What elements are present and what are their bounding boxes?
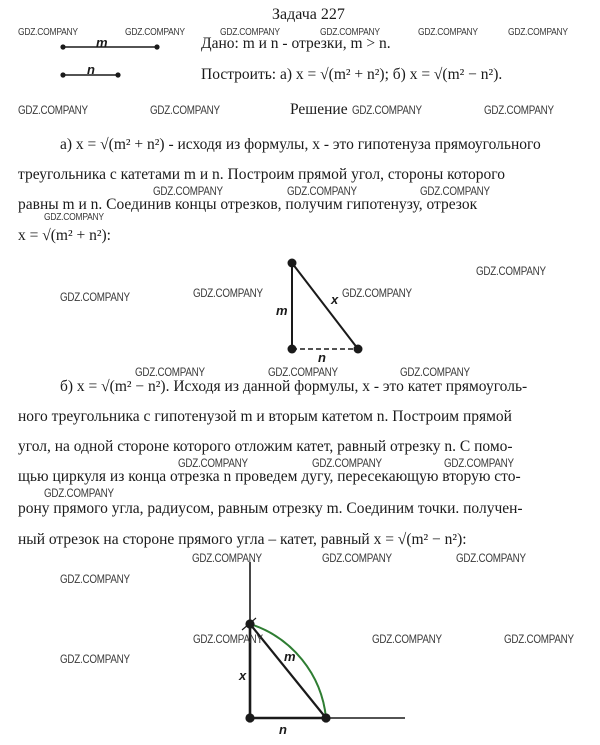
watermark: GDZ.COMPANY	[193, 632, 263, 646]
watermark: GDZ.COMPANY	[476, 264, 546, 278]
watermark: GDZ.COMPANY	[125, 27, 185, 38]
task-title: Задача 227	[272, 6, 345, 23]
watermark: GDZ.COMPANY	[44, 486, 114, 500]
watermark: GDZ.COMPANY	[322, 551, 392, 565]
watermark: GDZ.COMPANY	[268, 365, 338, 379]
watermark: GDZ.COMPANY	[150, 103, 220, 117]
watermark: GDZ.COMPANY	[135, 365, 205, 379]
fig1-leg-m-label: m	[276, 303, 288, 318]
watermark: GDZ.COMPANY	[60, 290, 130, 304]
watermark: GDZ.COMPANY	[320, 27, 380, 38]
fig2-leg-n-label: n	[279, 722, 287, 737]
part-b-line-2: ного треугольника с гипотенузой m и вторым катетом n. Построим прямой	[18, 408, 512, 425]
watermark: GDZ.COMPANY	[400, 365, 470, 379]
watermark: GDZ.COMPANY	[372, 632, 442, 646]
solution-header: Решение	[290, 101, 348, 118]
watermark: GDZ.COMPANY	[153, 184, 223, 198]
fig2-hyp-m-label: m	[284, 649, 296, 664]
part-a-line-1: а) x = √(m² + n²) - исходя из формулы, x - это гипотенуза прямоугольного	[60, 136, 541, 153]
fig1-hyp-x-label: x	[331, 292, 339, 307]
construct-b: б) x = √(m² − n²).	[392, 66, 503, 83]
fig1-leg-n-label: n	[318, 350, 326, 365]
watermark: GDZ.COMPANY	[342, 286, 412, 300]
watermark: GDZ.COMPANY	[44, 212, 104, 223]
segment-m-label: m	[96, 35, 108, 50]
watermark: GDZ.COMPANY	[484, 103, 554, 117]
watermark: GDZ.COMPANY	[193, 286, 263, 300]
watermark: GDZ.COMPANY	[178, 456, 248, 470]
watermark: GDZ.COMPANY	[192, 551, 262, 565]
construct-label: Построить:	[201, 66, 277, 83]
watermark: GDZ.COMPANY	[60, 652, 130, 666]
watermark: GDZ.COMPANY	[418, 27, 478, 38]
part-a-line-3: равны m и n. Соединив концы отрезков, получим гипотенузу, отрезок	[18, 196, 478, 213]
given-label: Дано:	[201, 35, 239, 52]
watermark: GDZ.COMPANY	[60, 572, 130, 586]
segment-n-label: n	[87, 62, 95, 77]
fig2-leg-x-label: x	[239, 668, 247, 683]
construct-a: а) x = √(m² + n²);	[280, 66, 389, 83]
watermark: GDZ.COMPANY	[220, 27, 280, 38]
watermark: GDZ.COMPANY	[508, 27, 568, 38]
part-b-line-5: рону прямого угла, радиусом, равным отрезку m. Соединим точки. получен-	[18, 500, 523, 517]
part-b-line-1: б) x = √(m² − n²). Исходя из данной формулы, x - это катет прямоуголь-	[60, 378, 528, 395]
part-a-line-2: треугольника с катетами m и n. Построим прямой угол, стороны которого	[18, 166, 505, 183]
construct-line	[201, 66, 502, 84]
part-b-line-4: щью циркуля из конца отрезка n проведем дугу, пересекающую вторую сто-	[18, 468, 521, 485]
watermark: GDZ.COMPANY	[420, 184, 490, 198]
part-a-line-4: x = √(m² + n²):	[18, 227, 111, 244]
part-b-line-3: угол, на одной стороне которого отложим катет, равный отрезку n. С помо-	[18, 438, 513, 455]
given-text: m и n - отрезки, m > n.	[242, 35, 391, 52]
watermark: GDZ.COMPANY	[18, 103, 88, 117]
watermark: GDZ.COMPANY	[312, 456, 382, 470]
watermark: GDZ.COMPANY	[444, 456, 514, 470]
figure-right-triangle	[280, 255, 380, 365]
watermark: GDZ.COMPANY	[18, 27, 78, 38]
watermark: GDZ.COMPANY	[352, 103, 422, 117]
given-segments	[55, 36, 165, 84]
part-b-line-6: ный отрезок на стороне прямого угла – катет, равный x = √(m² − n²):	[18, 531, 467, 548]
watermark: GDZ.COMPANY	[504, 632, 574, 646]
figure-construction	[230, 560, 410, 740]
watermark: GDZ.COMPANY	[456, 551, 526, 565]
watermark: GDZ.COMPANY	[287, 184, 357, 198]
